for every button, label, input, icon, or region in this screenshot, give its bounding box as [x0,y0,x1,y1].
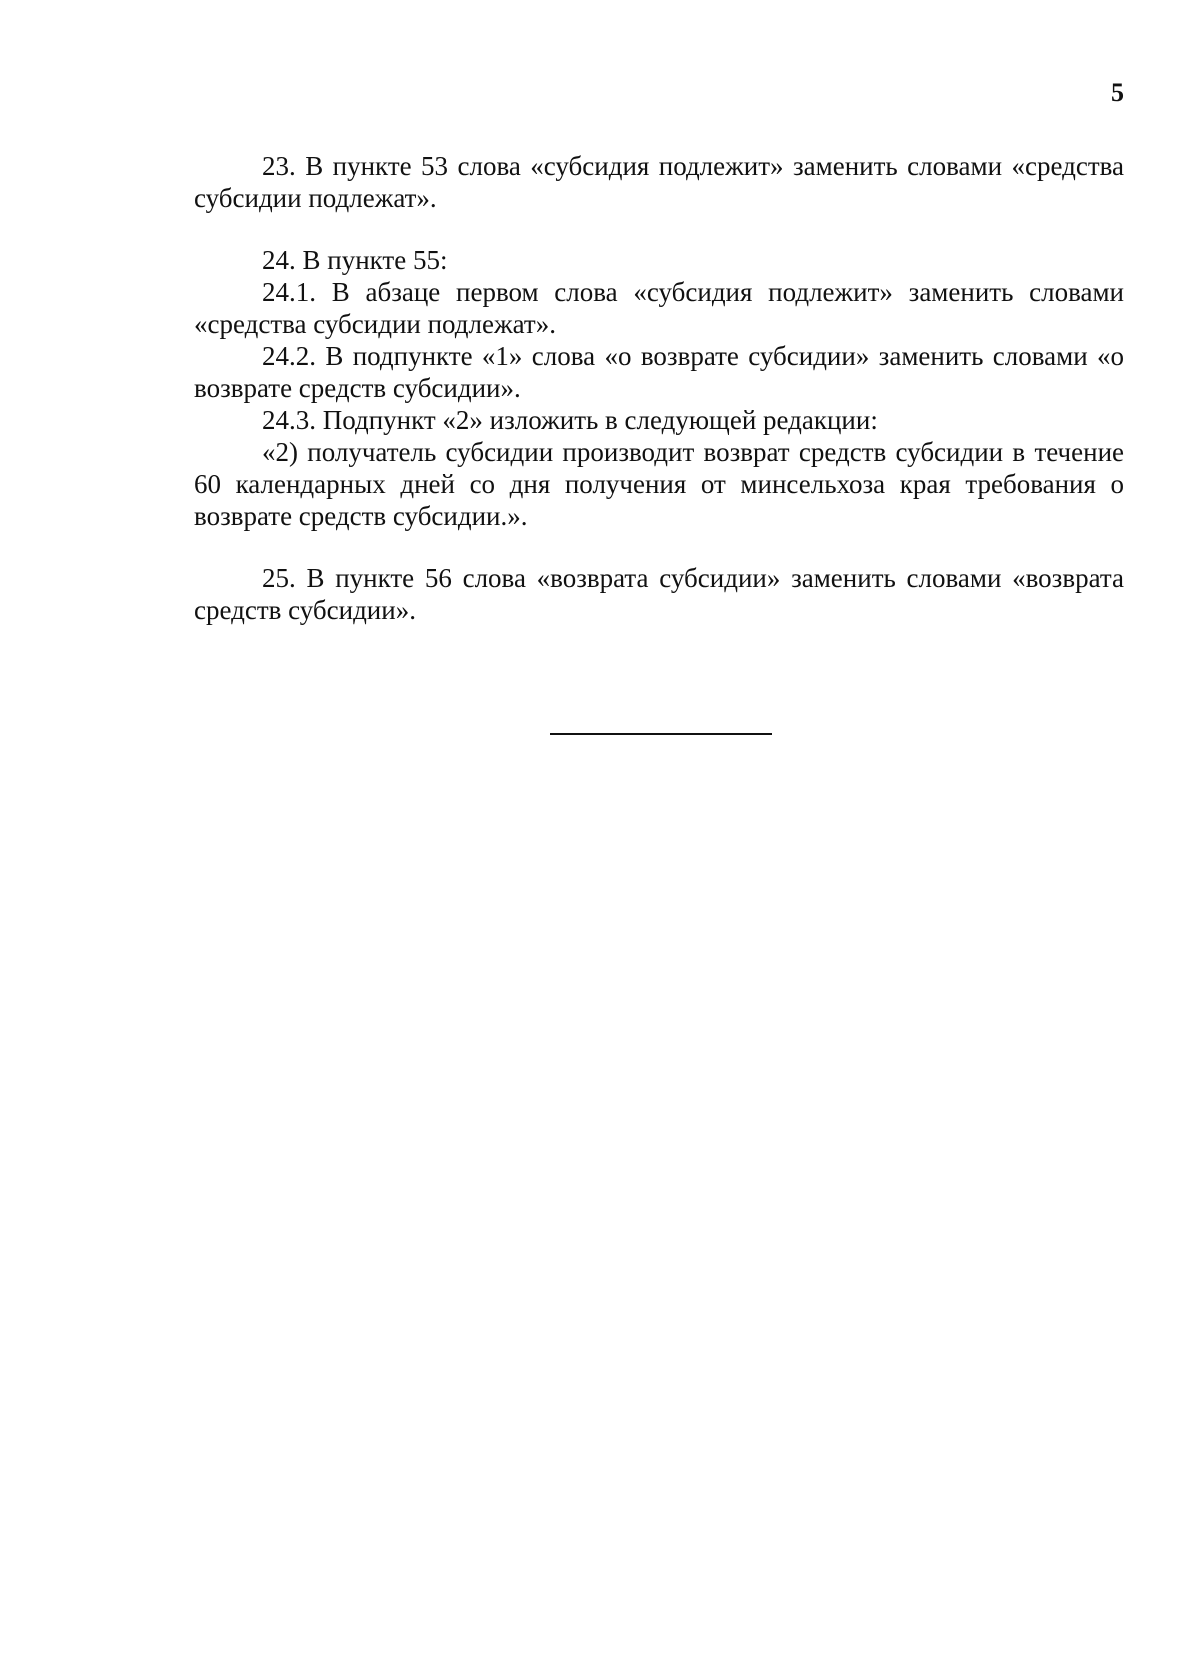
paragraph-gap [194,214,1124,244]
paragraph-24: 24. В пункте 55: [262,245,448,275]
paragraph-gap [194,532,1124,562]
paragraph-24-2: 24.2. В подпункте «1» слова «о возврате субсидии» заменить словами «о возврате средств субсидии». [194,341,1124,403]
paragraph-25: 25. В пункте 56 слова «возврата субсидии» заменить словами «возврата средств субсидии». [194,563,1124,625]
document-body [194,150,1124,626]
page-number: 5 [1111,78,1124,107]
end-divider-line [550,733,772,735]
paragraph-24-1: 24.1. В абзаце первом слова «субсидия подлежит» заменить словами «средства субсидии подлежат». [194,277,1124,339]
paragraph-24-3: 24.3. Подпункт «2» изложить в следующей редакции: [262,405,878,435]
paragraph-24-3-text: «2) получатель субсидии производит возврат средств субсидии в течение 60 календарных дней со дня получения от минсельхоза края требования о возврате средств субсидии.». [194,437,1124,531]
paragraph-23: 23. В пункте 53 слова «субсидия подлежит» заменить словами «средства субсидии подлежат». [194,151,1124,213]
